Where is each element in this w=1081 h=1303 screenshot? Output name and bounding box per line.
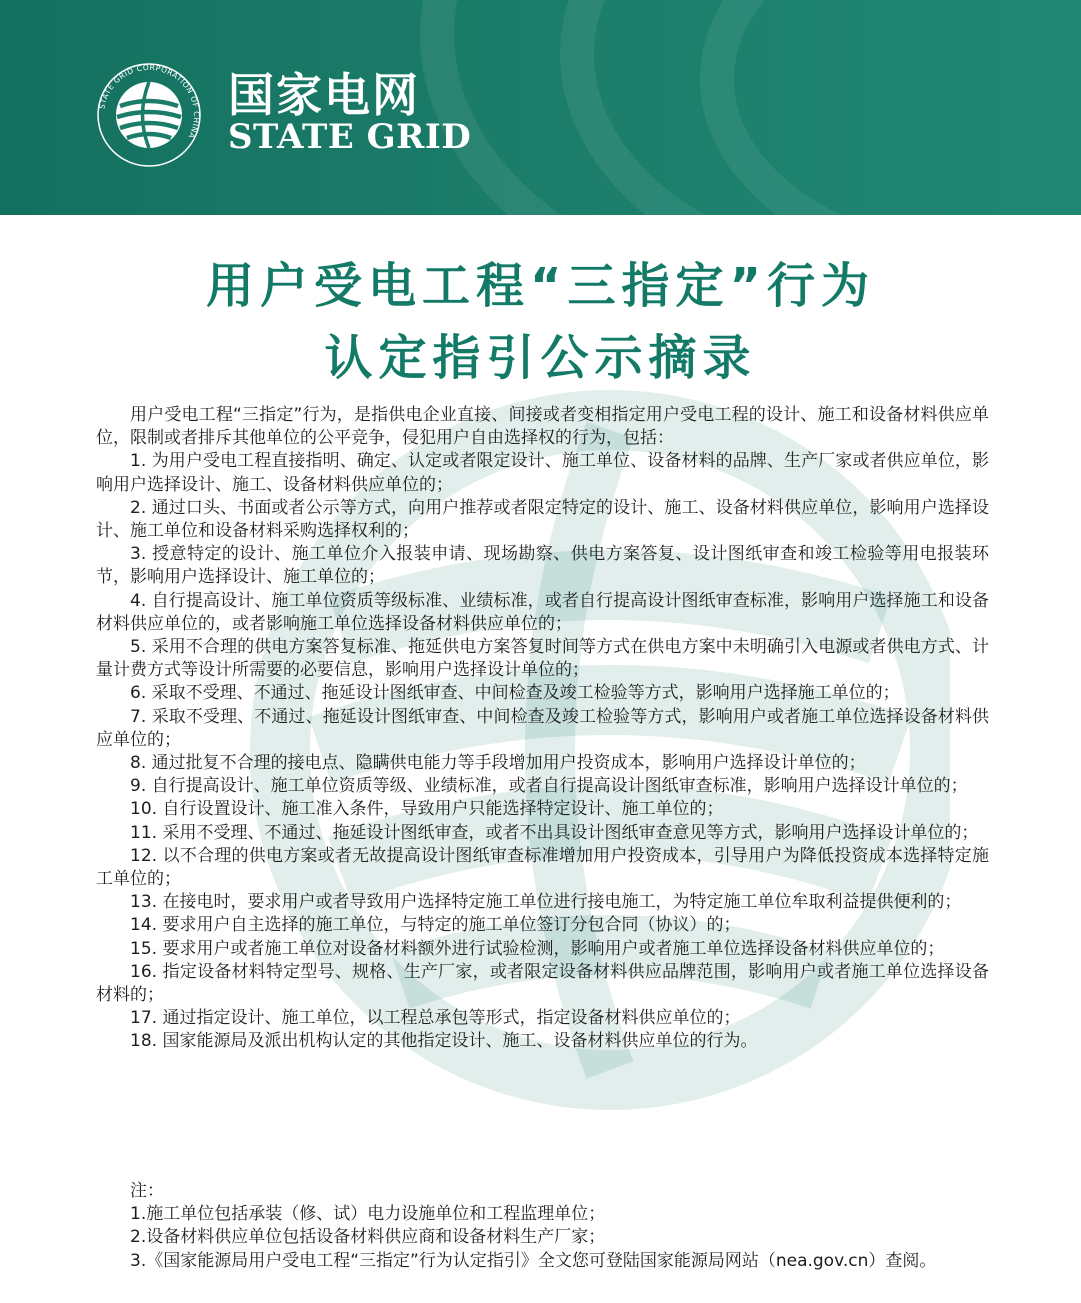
list-item: 18. 国家能源局及派出机构认定的其他指定设计、施工、设备材料供应单位的行为。 (130, 1031, 758, 1052)
list-item: 12. 以不合理的供电方案或者无故提高设计图纸审查标准增加用户投资成本，引导用户为降低投资成本选择特定施工单位的； (96, 845, 989, 890)
list-item: 2. 通过口头、书面或者公示等方式，向用户推荐或者限定特定的设计、施工、设备材料供应单位，影响用户选择设计、施工单位和设备材料采购选择权利的； (96, 497, 989, 542)
page-subtitle: 认定指引公示摘录 (324, 330, 757, 386)
list-item: 9. 自行提高设计、施工单位资质等级、业绩标准，或者自行提高设计图纸审查标准，影响用户选择设计单位的； (130, 776, 968, 797)
state-grid-logo (96, 62, 202, 168)
list-item: 10. 自行设置设计、施工准入条件，导致用户只能选择特定设计、施工单位的； (130, 799, 724, 820)
list-item: 4. 自行提高设计、施工单位资质等级标准、业绩标准，或者自行提高设计图纸审查标准，影响用户选择施工和设备材料供应单位的，或者影响施工单位选择设备材料供应单位的； (96, 590, 989, 634)
list-item: 14. 要求用户自主选择的施工单位，与特定的施工单位签订分包合同（协议）的； (130, 915, 741, 936)
notice-body (96, 404, 989, 1054)
notes-label: 注： (130, 1181, 164, 1201)
list-item: 1. 为用户受电工程直接指明、确定、认定或者限定设计、施工单位、设备材料的品牌、生产厂家或者供应单位，影响用户选择设计、施工、设备材料供应单位的； (96, 451, 989, 495)
list-item: 6. 采取不受理、不通过、拖延设计图纸审查、中间检查及竣工检验等方式，影响用户选择施工单位的； (130, 683, 900, 704)
decorative-arc (700, 0, 1081, 215)
list-item: 13. 在接电时，要求用户或者导致用户选择特定施工单位进行接电施工，为特定施工单位牟取利益提供便利的； (130, 892, 962, 913)
list-item: 16. 指定设备材料特定型号、规格、生产厂家，或者限定设备材料供应品牌范围，影响用户或者施工单位选择设备材料的； (96, 961, 989, 1006)
brand-name-en: STATE GRID (228, 117, 472, 157)
note-line: 3.《国家能源局用户受电工程“三指定”行为认定指引》全文您可登陆国家能源局网站（nea.gov.cn）查阅。 (130, 1250, 937, 1271)
header-banner (0, 0, 1081, 215)
note-line: 1.施工单位包括承装（修、试）电力设施单位和工程监理单位； (130, 1204, 606, 1225)
list-item: 8. 通过批复不合理的接电点、隐瞒供电能力等手段增加用户投资成本，影响用户选择设计单位的； (130, 753, 866, 774)
notes-section (96, 1180, 989, 1273)
list-item: 11. 采用不受理、不通过、拖延设计图纸审查，或者不出具设计图纸审查意见等方式，影响用户选择设计单位的； (130, 822, 979, 843)
note-line: 2.设备材料供应单位包括设备材料供应商和设备材料生产厂家； (130, 1227, 606, 1248)
brand-name-cn: 国家电网 (228, 68, 420, 122)
intro-paragraph: 用户受电工程“三指定”行为，是指供电企业直接、间接或者变相指定用户受电工程的设计、施工和设备材料供应单位，限制或者排斥其他单位的公平竞争，侵犯用户自由选择权的行为，包括： (96, 405, 989, 449)
list-item: 17. 通过指定设计、施工单位，以工程总承包等形式，指定设备材料供应单位的； (130, 1008, 741, 1029)
list-item: 15. 要求用户或者施工单位对设备材料额外进行试验检测，影响用户或者施工单位选择设备材料供应单位的； (130, 938, 945, 959)
list-item: 3. 授意特定的设计、施工单位介入报装申请、现场勘察、供电方案答复、设计图纸审查和竣工检验等用电报装环节，影响用户选择设计、施工单位的； (96, 544, 989, 588)
logo-ring-text: STATE GRID CORPORATION OF CHINA (97, 62, 202, 141)
list-item: 7. 采取不受理、不通过、拖延设计图纸审查、中间检查及竣工检验等方式，影响用户或者施工单位选择设备材料供应单位的； (96, 706, 989, 750)
list-item: 5. 采用不合理的供电方案答复标准、拖延供电方案答复时间等方式在供电方案中未明确引入电源或者供电方式、计量计费方式等设计所需要的必要信息，影响用户选择设计单位的； (96, 637, 989, 681)
globe-icon (96, 62, 202, 168)
page-title: 用户受电工程“三指定”行为 (205, 258, 876, 314)
